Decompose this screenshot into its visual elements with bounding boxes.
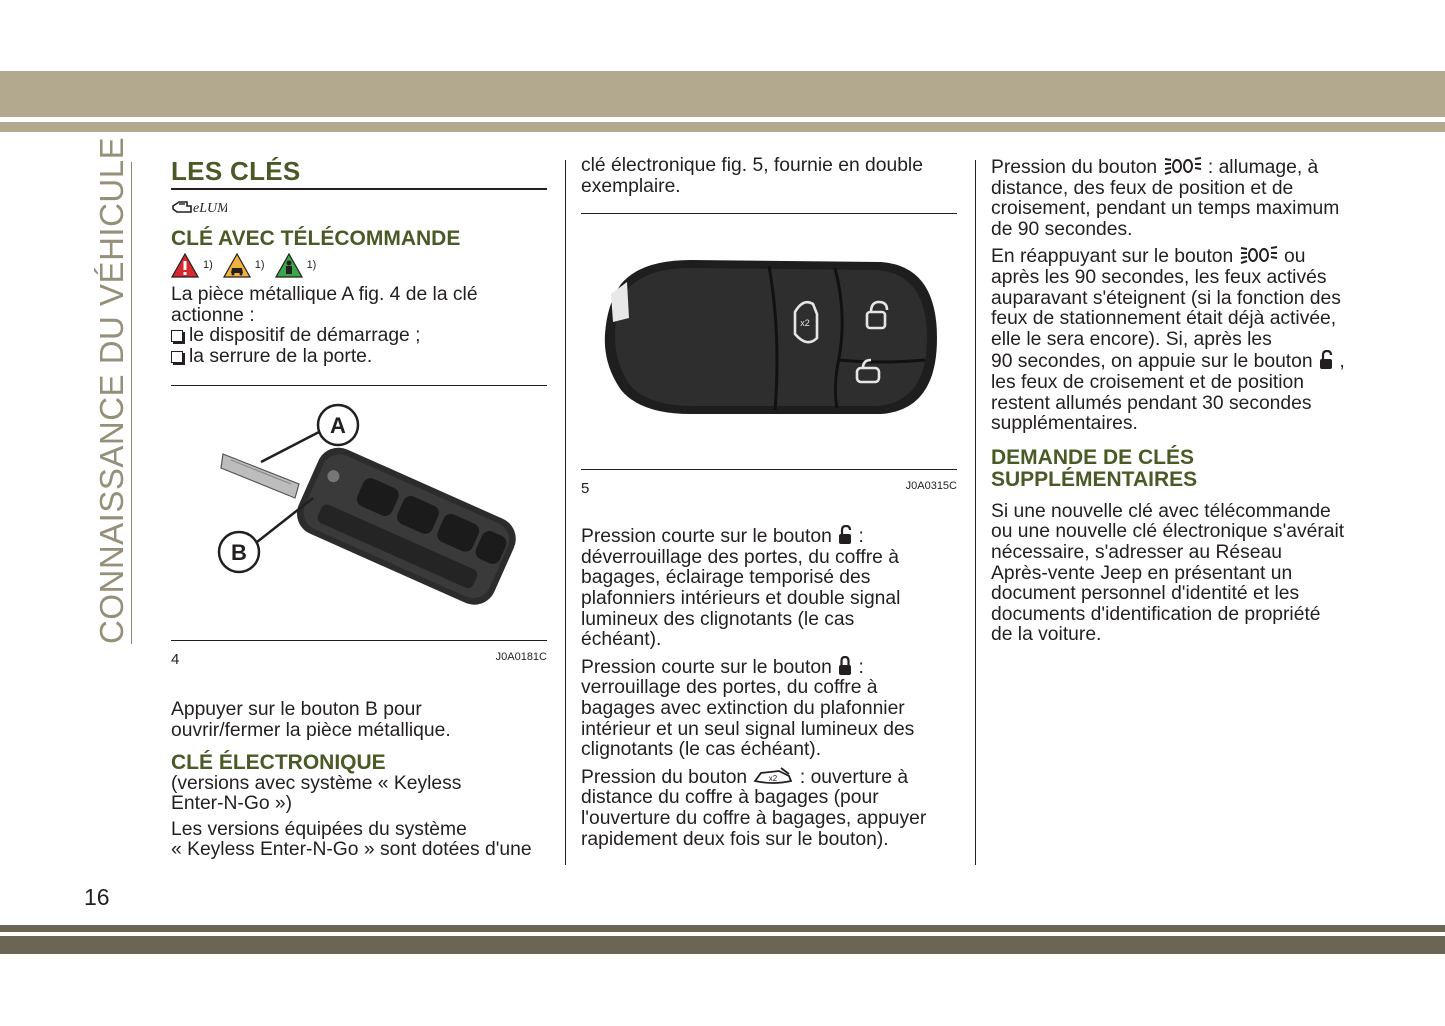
paragraph-line: elle le sera encore). Si, après les bbox=[991, 328, 1272, 350]
paragraph-line: 90 secondes, on appuie sur le bouton , bbox=[991, 351, 1345, 373]
paragraph-line: après les 90 secondes, les feux activés bbox=[991, 266, 1327, 288]
trunk-icon bbox=[753, 766, 795, 786]
figure-5-electronic-key bbox=[581, 214, 957, 469]
paragraph-line: auparavant s'éteignent (si la fonction des bbox=[991, 287, 1341, 309]
column-divider-2 bbox=[975, 160, 976, 865]
callout-b: B bbox=[231, 540, 247, 566]
paragraph-line: feux de stationnement était déjà activée, bbox=[991, 308, 1337, 330]
paragraph-line: rapidement deux fois sur le bouton). bbox=[581, 828, 889, 850]
caution-car-icon bbox=[223, 252, 251, 278]
paragraph-line: supplémentaires. bbox=[991, 413, 1138, 435]
list-item: le dispositif de démarrage ; bbox=[171, 326, 547, 347]
paragraph-line: de 90 secondes. bbox=[991, 218, 1133, 240]
paragraph: ouvrir/fermer la pièce métallique. bbox=[171, 719, 451, 741]
heading-electronic-key: CLÉ ÉLECTRONIQUE bbox=[171, 750, 386, 774]
paragraph-lights: Pression du bouton : allumage, à bbox=[991, 157, 1319, 178]
callout-a: A bbox=[330, 413, 346, 439]
heading-remote-key: CLÉ AVEC TÉLÉCOMMANDE bbox=[171, 227, 461, 250]
paragraph: clé électronique fig. 5, fournie en double bbox=[581, 155, 923, 176]
column-divider-1 bbox=[565, 160, 566, 865]
paragraph-line: distance, des feux de position et de bbox=[991, 177, 1294, 199]
list-item: la serrure de la porte. bbox=[171, 347, 547, 368]
paragraph-line: lumineux des clignotants (le cas bbox=[581, 608, 855, 630]
paragraph-line: déverrouillage des portes, du coffre à bbox=[581, 546, 899, 568]
paragraph-line: document personnel d'identité et les bbox=[991, 583, 1300, 605]
environment-icon bbox=[275, 252, 303, 278]
figure-number: 4 bbox=[171, 651, 180, 669]
paragraph-line: l'ouverture du coffre à bagages, appuyer bbox=[581, 807, 927, 829]
lock-icon bbox=[837, 656, 853, 676]
paragraph-line: les feux de croisement et de position bbox=[991, 371, 1304, 393]
paragraph-lock: Pression courte sur le bouton : bbox=[581, 656, 864, 678]
paragraph: La pièce métallique A fig. 4 de la clé bbox=[171, 284, 478, 305]
heading-request-keys-2: SUPPLÉMENTAIRES bbox=[991, 467, 1198, 491]
paragraph: Les versions équipées du système bbox=[171, 818, 467, 840]
footer-band-thin bbox=[0, 925, 1445, 932]
paragraph-line: restent allumés pendant 30 secondes bbox=[991, 392, 1312, 414]
paragraph-line: plafonniers intérieurs et double signal bbox=[581, 587, 901, 609]
paragraph: actionne : bbox=[171, 304, 255, 326]
side-rule bbox=[131, 162, 132, 644]
section-title-vertical: CONNAISSANCE DU VÉHICULE bbox=[93, 136, 130, 644]
danger-warning-icon bbox=[171, 252, 199, 278]
svg-text:eLUM: eLUM bbox=[193, 201, 227, 216]
unlock-icon bbox=[1318, 350, 1334, 370]
column-2 bbox=[581, 156, 957, 850]
paragraph-line: distance du coffre à bagages (pour bbox=[581, 787, 879, 809]
figure-code: J0A0315C bbox=[905, 480, 957, 493]
paragraph-line: Après-vente Jeep en présentant un bbox=[991, 562, 1293, 584]
heading-request-keys-1: DEMANDE DE CLÉS bbox=[991, 445, 1195, 469]
svg-text:x2: x2 bbox=[768, 773, 777, 783]
paragraph-line: échéant). bbox=[581, 629, 662, 651]
paragraph-line: ou une nouvelle clé électronique s'avérait bbox=[991, 521, 1345, 543]
warning-icons: 1) 1) 1) bbox=[171, 250, 547, 280]
figure-rule-bottom bbox=[171, 640, 547, 641]
figure-4-flip-key bbox=[171, 386, 547, 640]
footer-band bbox=[0, 936, 1445, 954]
paragraph-trunk: Pression du bouton x2 : ouverture à bbox=[581, 766, 909, 788]
paragraph-line: Si une nouvelle clé avec télécommande bbox=[991, 500, 1331, 522]
page-title: LES CLÉS bbox=[171, 156, 547, 190]
elum-icon bbox=[171, 190, 547, 226]
paragraph: Enter-N-Go ») bbox=[171, 793, 293, 815]
paragraph-unlock: Pression courte sur le bouton : bbox=[581, 526, 864, 548]
figure-caption bbox=[581, 480, 957, 497]
headlights-icon bbox=[1163, 156, 1203, 176]
page-number: 16 bbox=[84, 884, 110, 910]
paragraph: Appuyer sur le bouton B pour bbox=[171, 699, 422, 721]
column-1 bbox=[171, 156, 547, 861]
svg-text:x2: x2 bbox=[800, 318, 810, 329]
paragraph: (versions avec système « Keyless bbox=[171, 772, 462, 794]
header-band-thin bbox=[0, 122, 1445, 132]
paragraph-line: documents d'identification de propriété bbox=[991, 603, 1321, 625]
figure-code: J0A0181C bbox=[495, 651, 547, 664]
paragraph-again: En réappuyant sur le bouton ou bbox=[991, 246, 1306, 268]
header-band bbox=[0, 71, 1445, 117]
paragraph: exemplaire. bbox=[581, 175, 681, 197]
paragraph-line: de la voiture. bbox=[991, 624, 1102, 646]
figure-rule-bottom bbox=[581, 469, 957, 470]
paragraph-line: verrouillage des portes, du coffre à bbox=[581, 677, 878, 699]
paragraph-line: bagages avec extinction du plafonnier bbox=[581, 697, 905, 719]
checkbox-bullet-icon bbox=[171, 351, 183, 363]
paragraph: « Keyless Enter-N-Go » sont dotées d'une bbox=[171, 839, 532, 861]
unlock-icon bbox=[837, 525, 853, 545]
figure-number: 5 bbox=[581, 480, 590, 498]
headlights-icon bbox=[1239, 245, 1279, 265]
paragraph-line: clignotants (le cas échéant). bbox=[581, 739, 822, 761]
figure-caption bbox=[171, 651, 547, 668]
paragraph-line: croisement, pendant un temps maximum bbox=[991, 198, 1340, 220]
paragraph-line: nécessaire, s'adresser au Réseau bbox=[991, 541, 1282, 563]
checkbox-bullet-icon bbox=[171, 330, 183, 342]
paragraph-line: intérieur et un seul signal lumineux des bbox=[581, 718, 915, 740]
column-3 bbox=[991, 156, 1371, 646]
paragraph-line: bagages, éclairage temporisé des bbox=[581, 567, 871, 589]
